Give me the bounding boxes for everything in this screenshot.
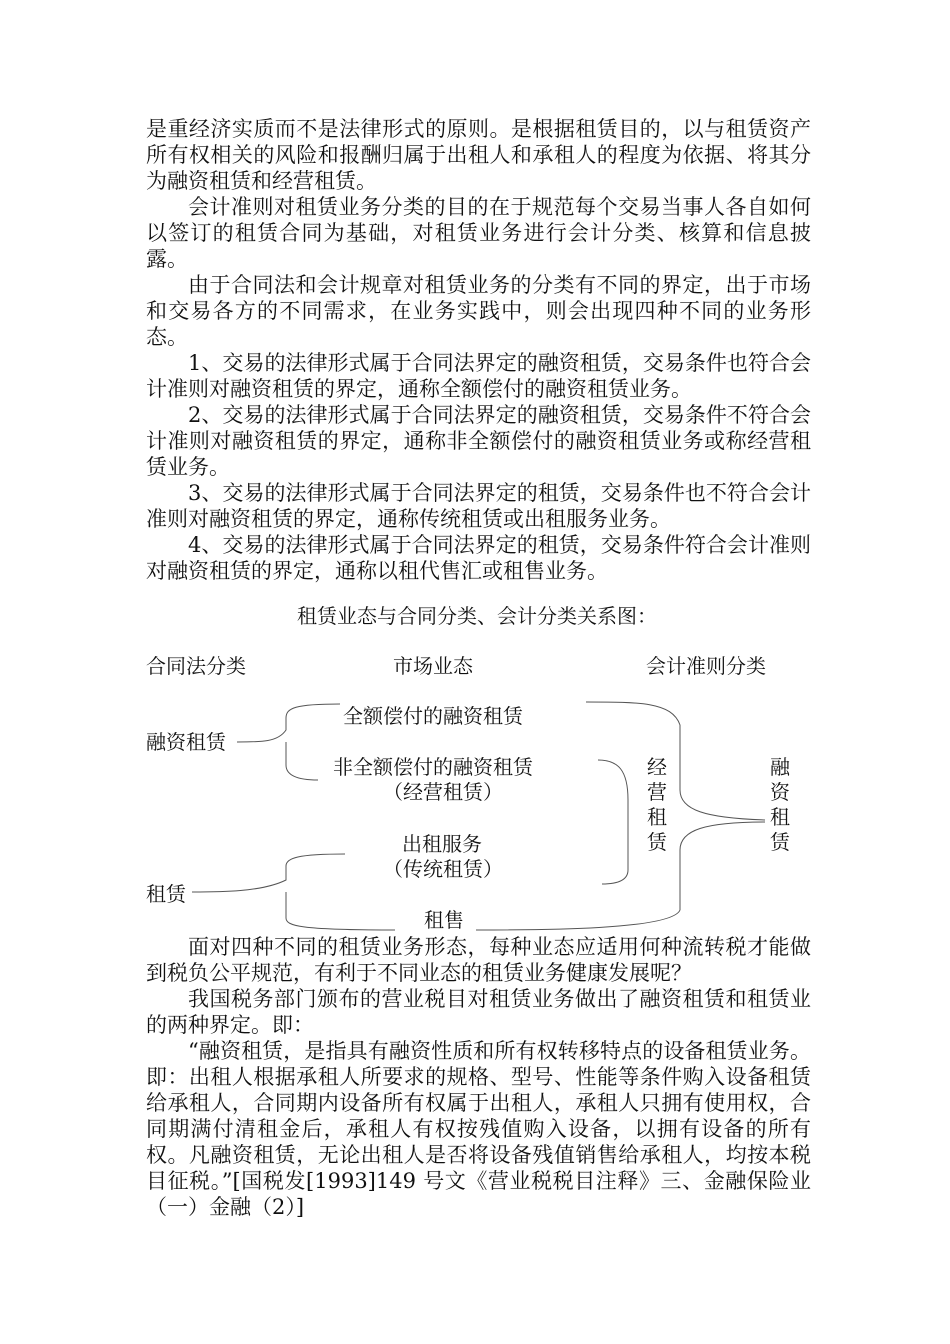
list-item-form-1: 1、交易的法律形式属于合同法界定的融资租赁，交易条件也符合会计准则对融资租赁的界定，通称全额偿付的融资租赁业务。	[146, 351, 811, 401]
paragraph-four-forms: 由于合同法和会计规章对租赁业务的分类有不同的界定，出于市场和交易各方的不同需求，在业务实践中，则会出现四种不同的业务形态。	[146, 273, 811, 349]
node-market-partial-payout: 非全额偿付的融资租赁	[333, 755, 533, 779]
bracket-operating	[598, 760, 628, 884]
column-header-accounting: 会计准则分类	[646, 654, 766, 678]
bracket-finance-lease	[237, 704, 340, 742]
node-accounting-finance-lease: 融资租赁	[770, 755, 790, 854]
bracket-lease	[192, 854, 345, 892]
diagram-title: 租赁业态与合同分类、会计分类关系图：	[297, 604, 657, 628]
column-header-contract-law: 合同法分类	[146, 654, 246, 678]
paragraph-purpose: 会计准则对租赁业务分类的目的在于规范每个交易当事人各自如何以签订的租赁合同为基础，对租赁业务进行会计分类、核算和信息披露。	[146, 195, 811, 271]
node-contract-lease: 租赁	[146, 882, 186, 906]
node-market-partial-payout-note: （经营租赁）	[383, 780, 503, 804]
node-market-rental-service-note: （传统租赁）	[383, 857, 503, 881]
connector-sale-to-finance	[476, 822, 765, 930]
paragraph-quotation: “融资租赁，是指具有融资性质和所有权转移特点的设备租赁业务。即：出租人根据承租人所要求的规格、型号、性能等条件购入设备租赁给承租人，合同期内设备所有权属于出租人，承租人只拥有使用权，合同期满付清租金后，承租人有权按残值购入设备，以拥有设备的所有权。凡融资租赁，无论出租人是否将设备残值销售给承租人，均按本税目征税。”[国税发[1993]149 号文《营业税税目注释》三、金融保险业（一）金融（2）]	[146, 1039, 811, 1219]
connector-full-to-finance	[586, 702, 765, 820]
node-market-lease-sale: 租售	[424, 908, 464, 932]
list-item-form-2: 2、交易的法律形式属于合同法界定的融资租赁，交易条件不符合会计准则对融资租赁的界定，通称非全额偿付的融资租赁业务或称经营租赁业务。	[146, 403, 811, 479]
node-market-rental-service: 出租服务	[402, 832, 482, 856]
list-item-form-4: 4、交易的法律形式属于合同法界定的租赁，交易条件符合会计准则对融资租赁的界定，通称以租代售汇或租售业务。	[146, 533, 811, 583]
node-contract-finance-lease: 融资租赁	[146, 730, 226, 754]
paragraph-principle: 是重经济实质而不是法律形式的原则。是根据租赁目的，以与租赁资产所有权相关的风险和报酬归属于出租人和承租人的程度为依据、将其分为融资租赁和经营租赁。	[146, 117, 811, 193]
column-header-market-form: 市场业态	[393, 654, 473, 678]
node-market-full-payout: 全额偿付的融资租赁	[343, 704, 523, 728]
bracket-lease-lower	[286, 892, 395, 930]
outro-section	[146, 934, 811, 1220]
bracket-finance-lease-lower	[286, 742, 318, 780]
node-accounting-operating-lease: 经营租赁	[647, 755, 667, 854]
list-item-form-3: 3、交易的法律形式属于合同法界定的租赁，交易条件也不符合会计准则对融资租赁的界定，通称传统租赁或出租服务业务。	[146, 481, 811, 531]
paragraph-tax-definition: 我国税务部门颁布的营业税目对租赁业务做出了融资租赁和租赁业的两种界定。即：	[146, 987, 811, 1037]
paragraph-tax-question: 面对四种不同的租赁业务形态，每种业态应适用何种流转税才能做到税负公平规范，有利于不同业态的租赁业务健康发展呢？	[146, 935, 811, 985]
